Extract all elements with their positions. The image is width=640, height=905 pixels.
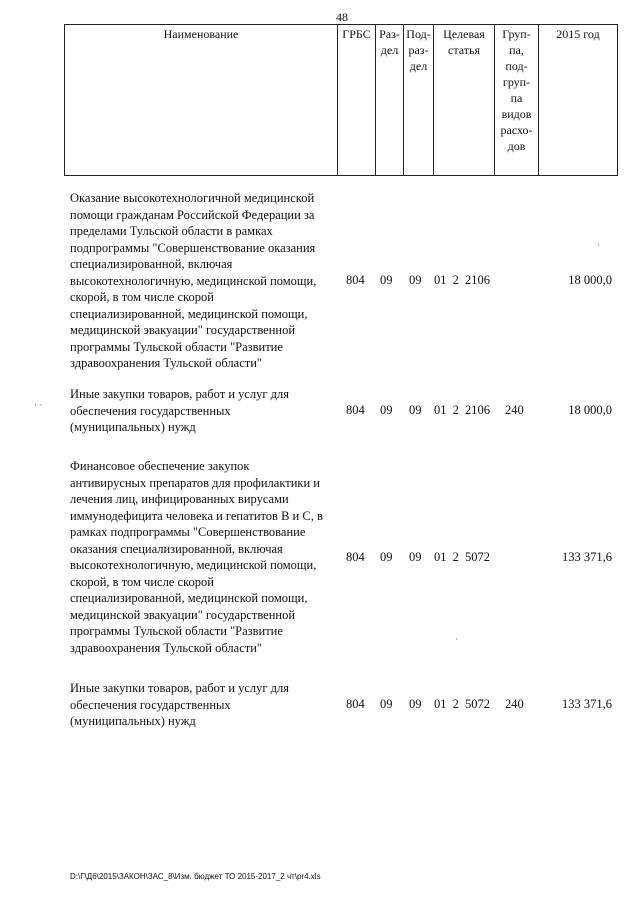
table-header	[64, 24, 618, 176]
razdel-cell: 09	[380, 273, 393, 287]
header-target-line: статья	[448, 43, 480, 57]
name-line: антивирусных препаратов для профилактики и	[70, 475, 320, 490]
name-line: обеспечения государственных	[70, 403, 231, 418]
name-line: (муниципальных) нужд	[70, 420, 196, 434]
podrazdel-cell: 09	[409, 550, 422, 564]
header-group-line: груп-	[502, 75, 531, 89]
header-group-line: па	[510, 91, 523, 105]
amount-cell: 133 371,6	[562, 697, 612, 711]
scan-speck: ⋅	[455, 634, 459, 644]
name-line: специализированной, медицинской помощи,	[70, 306, 308, 321]
name-line: подпрограммы "Совершенствование оказания	[70, 240, 316, 255]
grbs-cell: 804	[346, 697, 365, 711]
target-cell: 01 2 5072	[434, 697, 490, 711]
name-line: лечения лиц, инфицированных вирусами	[70, 492, 289, 506]
name-line: оказания специализированной, включая	[70, 541, 283, 556]
name-line: специализированной, включая	[70, 257, 233, 271]
header-group-line: па,	[509, 43, 524, 57]
name-line: скорой, в том числе скорой	[70, 574, 214, 589]
header-group-line: дов	[507, 139, 526, 153]
name-line: помощи гражданам Российской Федерации за	[70, 207, 315, 222]
grbs-cell: 804	[346, 550, 365, 564]
razdel-cell: 09	[380, 403, 393, 417]
podrazdel-cell: 09	[409, 697, 422, 711]
podrazdel-cell: 09	[409, 403, 422, 417]
name-line: медицинской эвакуации" государственной	[70, 323, 296, 337]
scan-speck: ⋅ ⋅	[34, 400, 43, 410]
target-cell: 01 2 5072	[434, 550, 490, 564]
row-name	[70, 190, 338, 372]
header-podrazdel-line: раз-	[408, 43, 429, 57]
header-razdel-line: дел	[380, 43, 399, 57]
podrazdel-cell: 09	[409, 273, 422, 287]
name-line: Оказание высокотехнологичной медицинской	[70, 191, 315, 205]
name-line: иммунодефицита человека и гепатитов В и С, в	[70, 508, 323, 523]
page-number: 48	[336, 10, 348, 24]
header-group-line: видов	[501, 107, 532, 121]
grbs-cell: 804	[346, 273, 365, 287]
header-grbs: ГРБС	[338, 25, 376, 175]
header-razdel-line: Раз-	[379, 27, 400, 41]
header-target-line: Целевая	[443, 27, 485, 41]
name-line: здравоохранения Тульской области"	[70, 356, 263, 370]
name-line: обеспечения государственных	[70, 697, 231, 712]
amount-cell: 133 371,6	[562, 550, 612, 564]
name-line: пределами Тульской области в рамках	[70, 224, 273, 238]
header-podrazdel	[404, 25, 434, 175]
scan-speck: ⋅	[597, 240, 601, 250]
header-razdel	[376, 25, 404, 175]
header-podrazdel-line: дел	[409, 59, 428, 73]
group-cell: 240	[505, 403, 524, 417]
file-path-footer: D:\Г\Д6\2015\ЗАКОН\ЗАС_8\Изм. бюджет ТО 2015-2017_2 чт\pr4.xls	[70, 872, 321, 881]
amount-cell: 18 000,0	[568, 403, 612, 417]
razdel-cell: 09	[380, 550, 393, 564]
name-line: скорой, в том числе скорой	[70, 290, 214, 304]
header-year: 2015 год	[556, 27, 600, 41]
name-line: (муниципальных) нужд	[70, 714, 196, 728]
header-group-line: под-	[505, 59, 528, 73]
header-group-line: расхо-	[500, 123, 533, 137]
name-line: медицинской эвакуации" государственной	[70, 607, 296, 622]
name-line: высокотехнологичную, медицинской помощи,	[70, 273, 317, 288]
target-cell: 01 2 2106	[434, 403, 490, 417]
name-line: специализированной, медицинской помощи,	[70, 591, 308, 605]
target-cell: 01 2 2106	[434, 273, 490, 287]
name-line: Иные закупки товаров, работ и услуг для	[70, 681, 290, 695]
grbs-cell: 804	[346, 403, 365, 417]
row-name	[70, 458, 338, 656]
header-target	[434, 25, 495, 175]
amount-cell: 18 000,0	[568, 273, 612, 287]
razdel-cell: 09	[380, 697, 393, 711]
row-name	[70, 680, 338, 730]
name-line: программы Тульской области "Развитие	[70, 339, 283, 354]
name-line: Финансовое обеспечение закупок	[70, 459, 250, 473]
name-line: Иные закупки товаров, работ и услуг для	[70, 387, 290, 401]
name-line: здравоохранения Тульской области"	[70, 640, 263, 655]
name-line: программы Тульской области "Развитие	[70, 624, 283, 638]
group-cell: 240	[505, 697, 524, 711]
header-podrazdel-line: Под-	[406, 27, 431, 41]
row-name	[70, 386, 338, 436]
header-group-line: Груп-	[502, 27, 531, 41]
name-line: высокотехнологичную, медицинской помощи,	[70, 558, 317, 572]
name-line: рамках подпрограммы "Совершенствование	[70, 525, 306, 539]
header-group	[495, 25, 539, 175]
header-name: Наименование	[65, 25, 338, 175]
